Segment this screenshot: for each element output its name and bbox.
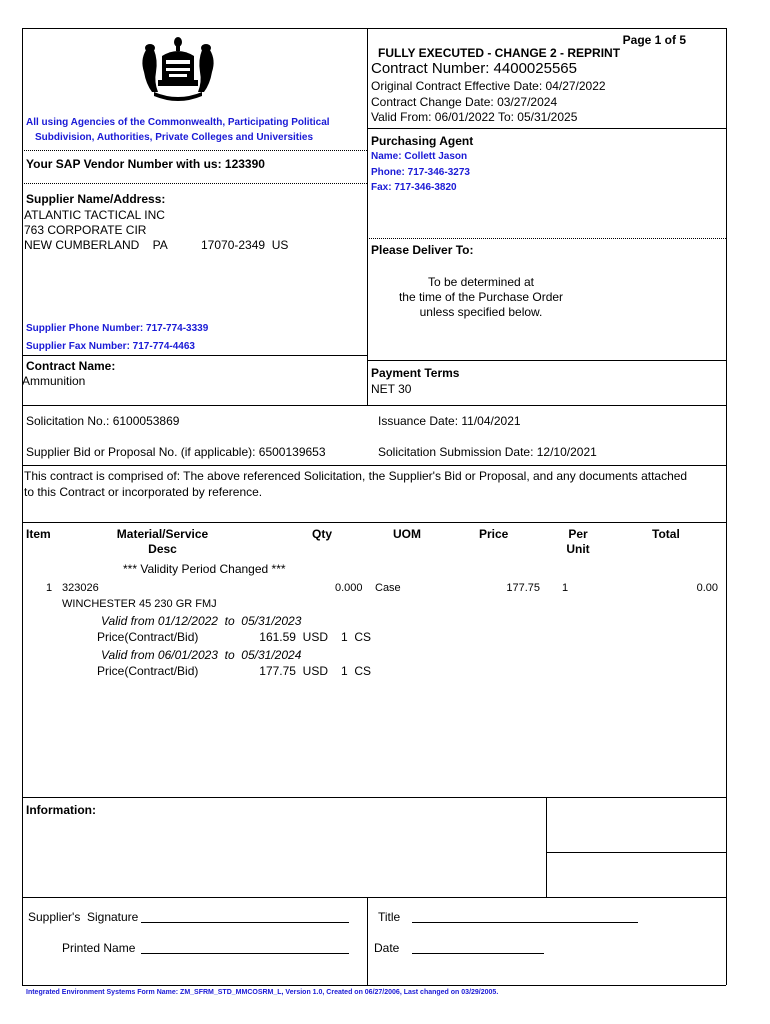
printed-name-label: Printed Name [62,941,136,955]
period-2-unit: 1 CS [341,664,372,678]
supplier-title: Supplier Name/Address: [26,192,166,206]
row-item-number: 1 [46,582,53,594]
payment-terms-label: Payment Terms [371,366,460,380]
row-price: 177.75 [506,582,540,594]
vendor-number: Your SAP Vendor Number with us: 123390 [26,157,265,171]
period-1-unit: 1 CS [341,630,372,644]
rule-contract-name [22,355,367,356]
frame-bottom [22,985,726,986]
col-header-qty: Qty [312,527,333,541]
col-header-price: Price [479,527,509,541]
info-box-rule [546,852,726,853]
title-label: Title [378,910,401,924]
col-header-item: Item [26,527,51,541]
supplier-name: ATLANTIC TACTICAL INC [24,208,165,222]
col-header-unit: Unit [566,542,590,556]
col-header-uom: UOM [393,527,421,541]
date-label: Date [374,941,400,955]
change-date: Contract Change Date: 03/27/2024 [371,95,558,109]
deliver-line-3: unless specified below. [419,305,543,319]
page-number: Page 1 of 5 [622,33,686,47]
form-footer: Integrated Environment Systems Form Name: ZM_SFRM_STD_MMCOSRM_L, Version 1.0, Created on 06/27/2006, Last changed on 03/29/2005. [26,989,499,996]
rule-table-top [22,522,726,523]
comprised-line-1: This contract is comprised of: The above referenced Solicitation, the Supplier's Bid or Proposal, and any documents attached [24,469,688,483]
contract-name-value: Ammunition [22,374,86,388]
column-divider [367,28,368,405]
contract-number: Contract Number: 4400025565 [371,60,577,77]
period-1-label: Price(Contract/Bid) [97,630,199,644]
valid-period: Valid From: 06/01/2022 To: 05/31/2025 [371,110,578,124]
deliver-to-title: Please Deliver To: [371,243,474,257]
row-per: 1 [562,582,569,594]
col-header-per: Per [568,527,588,541]
document-status: FULLY EXECUTED - CHANGE 2 - REPRINT [378,46,621,60]
supplier-city: NEW CUMBERLAND PA [24,238,168,252]
col-header-material: Material/Service [116,527,209,541]
deliver-line-1: To be determined at [427,275,535,289]
bid-number: Supplier Bid or Proposal No. (if applicable): 6500139653 [26,445,326,459]
agencies-line-1: All using Agencies of the Commonwealth, Participating Political [26,117,330,128]
effective-date: Original Contract Effective Date: 04/27/2022 [371,79,606,93]
rule-deliver [367,238,726,239]
printed-name-field[interactable] [141,939,349,954]
period-1-valid: Valid from 01/12/2022 to 05/31/2023 [101,614,302,628]
col-header-desc: Desc [148,542,177,556]
rule-agent-top [367,128,726,129]
agent-name: Name: Collett Jason [371,151,468,162]
signature-divider [367,897,368,985]
agencies-line-2: Subdivision, Authorities, Private Colleges and Universities [35,132,314,143]
period-1-amount: 161.59 USD [259,630,328,644]
col-header-total: Total [652,527,680,541]
supplier-fax: Supplier Fax Number: 717-774-4463 [26,341,195,352]
row-material: 323026 [62,582,99,594]
period-2-valid: Valid from 06/01/2023 to 05/31/2024 [101,648,302,662]
supplier-phone: Supplier Phone Number: 717-774-3339 [26,323,209,334]
period-2-amount: 177.75 USD [259,664,328,678]
information-label: Information: [26,803,96,817]
frame-right [726,28,727,985]
agent-fax: Fax: 717-346-3820 [371,182,457,193]
solicitation-number: Solicitation No.: 6100053869 [26,414,180,428]
info-divider [546,797,547,897]
rule-comprised [22,465,726,466]
supplier-street: 763 CORPORATE CIR [24,223,147,237]
issuance-date: Issuance Date: 11/04/2021 [378,414,521,428]
contract-name-label: Contract Name: [26,359,116,373]
row-qty: 0.000 [335,582,363,594]
rule-solicitation [22,405,726,406]
payment-terms-value: NET 30 [371,382,412,396]
row-description: WINCHESTER 45 230 GR FMJ [62,598,217,610]
rule-information [22,797,726,798]
rule-signature [22,897,726,898]
date-field[interactable] [412,939,544,954]
agent-phone: Phone: 717-346-3273 [371,167,470,178]
period-2-label: Price(Contract/Bid) [97,664,199,678]
supplier-signature-field[interactable] [141,908,349,923]
validity-note: *** Validity Period Changed *** [123,562,286,576]
purchasing-agent-title: Purchasing Agent [371,134,474,148]
rule-agencies [22,150,367,151]
supplier-signature-label: Supplier's Signature [28,910,139,924]
rule-vendor [22,183,367,184]
frame-top [22,28,726,29]
comprised-line-2: to this Contract or incorporated by reference. [24,485,263,499]
rule-payment [367,360,726,361]
row-total: 0.00 [696,582,718,594]
deliver-line-2: the time of the Purchase Order [398,290,564,304]
frame-left [22,28,23,985]
submission-date: Solicitation Submission Date: 12/10/2021 [378,445,597,459]
commonwealth-seal-icon [136,36,220,104]
title-field[interactable] [412,908,638,923]
row-uom: Case [375,582,401,594]
supplier-zip: 17070-2349 US [201,238,289,252]
